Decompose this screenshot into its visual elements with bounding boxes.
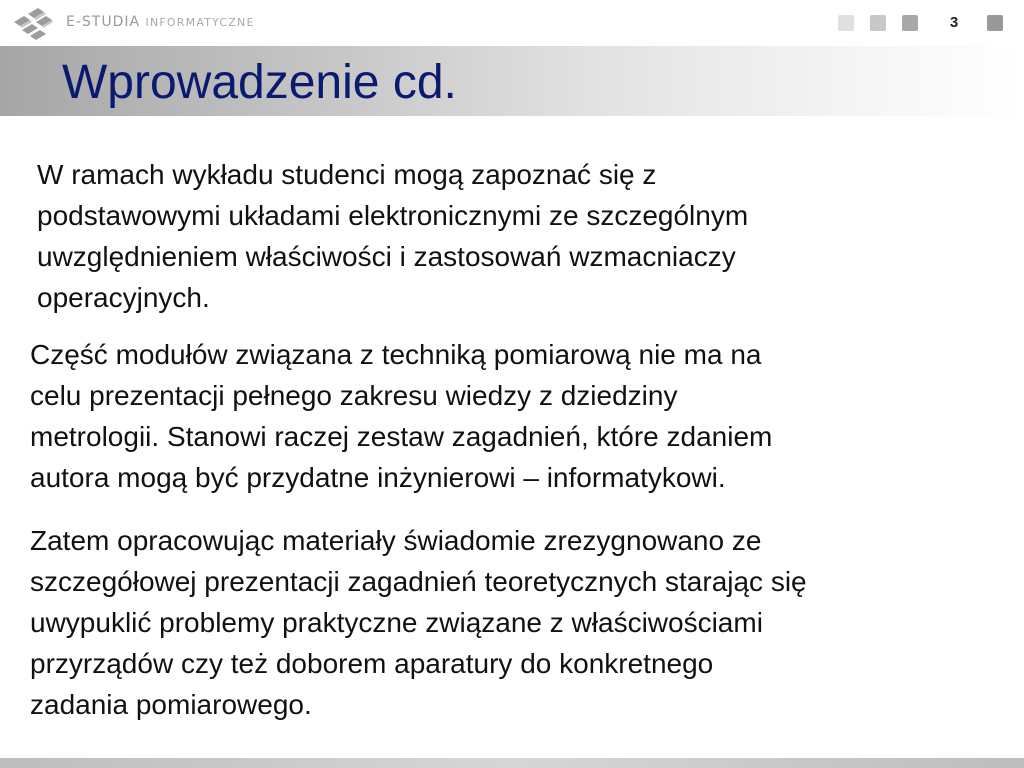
paragraph-line: W ramach wykładu studenci mogą zapoznać się z — [37, 159, 657, 190]
paragraph-line: Część modułów związana z techniką pomiarową nie ma na — [30, 339, 762, 370]
paragraph-line: podstawowymi układami elektronicznymi ze szczególnym — [37, 200, 749, 231]
paragraph-line: szczegółowej prezentacji zagadnień teoretycznych starając się — [30, 566, 807, 597]
brand-name — [66, 14, 255, 30]
paragraph-line: operacyjnych. — [37, 282, 210, 313]
nav-square-3[interactable] — [902, 15, 918, 31]
paragraph-line: zadania pomiarowego. — [30, 689, 312, 720]
paragraph-3 — [30, 520, 1010, 725]
nav-square-1[interactable] — [838, 15, 854, 31]
paragraph-line: celu prezentacji pełnego zakresu wiedzy z dziedziny — [30, 380, 678, 411]
slide-title: Wprowadzenie cd. — [62, 56, 457, 109]
paragraph-line: uwzględnieniem właściwości i zastosowań wzmacniaczy — [37, 241, 736, 272]
footer-line — [0, 758, 1024, 768]
paragraph-line: autora mogą być przydatne inżynierowi – informatykowi. — [30, 462, 726, 493]
paragraph-line: Zatem opracowując materiały świadomie zrezygnowano ze — [30, 525, 762, 556]
nav-square-4[interactable] — [987, 15, 1003, 31]
paragraph-line: uwypuklić problemy praktyczne związane z właściwościami — [30, 607, 763, 638]
e-studia-logo-icon — [12, 8, 54, 40]
brand-main: E-STUDIA — [66, 14, 141, 30]
paragraph-line: metrologii. Stanowi raczej zestaw zagadnień, które zdaniem — [30, 421, 773, 452]
nav-square-2[interactable] — [870, 15, 886, 31]
brand-sub: INFORMATYCZNE — [145, 16, 255, 29]
paragraph-1 — [37, 154, 987, 318]
paragraph-line: przyrządów czy też doborem aparatury do konkretnego — [30, 648, 714, 679]
page-number: 3 — [949, 14, 959, 31]
paragraph-2 — [30, 334, 990, 498]
header-bar — [0, 0, 1024, 46]
